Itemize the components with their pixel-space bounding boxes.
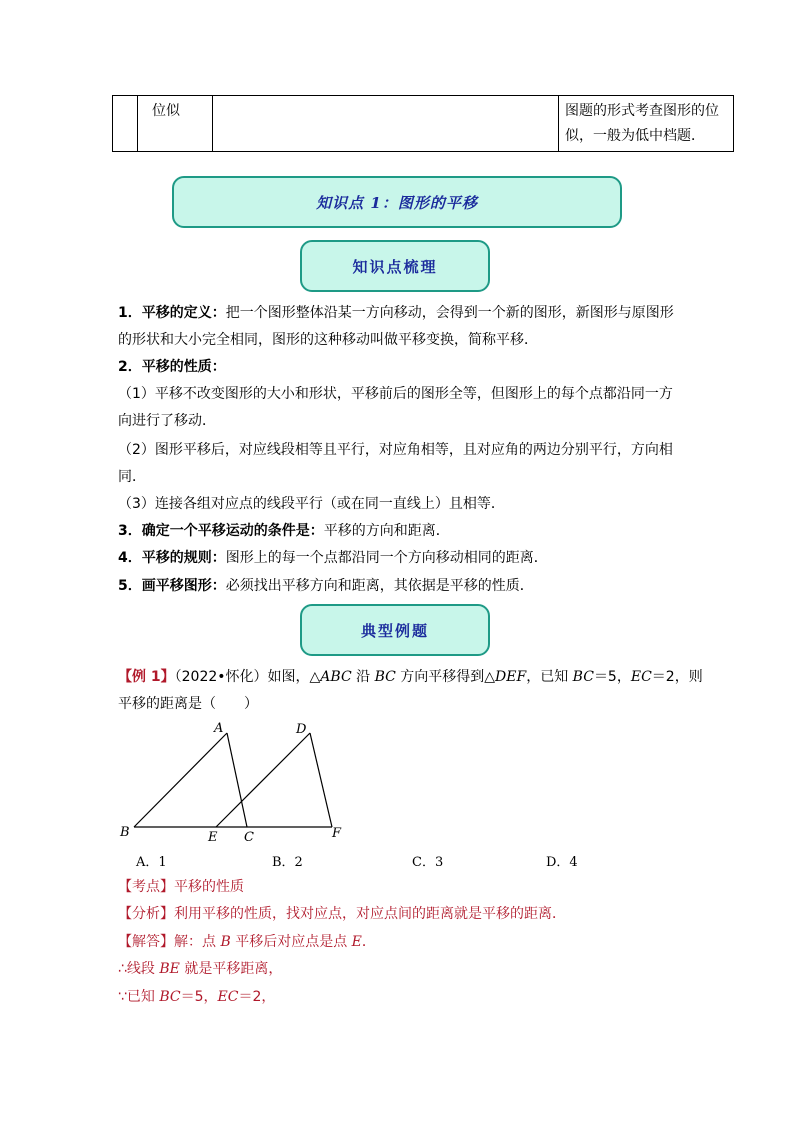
point-2-item1-text: （1）平移不改变图形的大小和形状，平移前后的图形全等，但图形上的每个点都沿同一方 <box>118 386 673 402</box>
label-d: D <box>296 722 307 737</box>
point-2-item1 <box>118 384 673 404</box>
table-cell-name: 位似 <box>138 96 213 152</box>
example-text-a: 沿 <box>351 669 375 685</box>
kaodian-text: 平移的性质 <box>174 879 244 895</box>
triangle-figure <box>112 718 352 846</box>
step2-e: ＝2， <box>238 989 276 1005</box>
example-eq2: ＝2，则 <box>651 669 703 685</box>
jieda-b: B <box>220 934 231 950</box>
point-3 <box>118 521 450 541</box>
point-2 <box>118 357 226 377</box>
point-2-item2-text: （2）图形平移后，对应线段相等且平行，对应角相等，且对应角的两边分别平行，方向相 <box>118 442 673 458</box>
jieda-c: 平移后对应点是点 <box>230 934 352 950</box>
choice-c: C．3 <box>412 855 444 870</box>
point-2-item2-text2: 同． <box>118 469 146 485</box>
fenxi-tag: 【分析】 <box>118 906 174 922</box>
section-title-examples: 典型例题 <box>360 621 429 640</box>
example-text-c: ，已知 <box>526 669 573 685</box>
step1-a: ∴线段 <box>118 961 160 977</box>
side-df <box>310 733 332 827</box>
example-question-text2: 平移的距离是（ ） <box>118 696 258 712</box>
choice-a: A．1 <box>136 855 167 870</box>
label-c: C <box>244 830 254 845</box>
step2-d: EC <box>217 989 239 1005</box>
point-4-label: 4．平移的规则： <box>118 550 226 566</box>
section-header-examples <box>300 604 490 656</box>
label-f: F <box>332 826 342 841</box>
point-2-item3-text: （3）连接各组对应点的线段平行（或在同一直线上）且相等． <box>118 496 505 512</box>
example-bc: BC <box>374 669 396 685</box>
solution-step1 <box>118 959 282 979</box>
point-1-label: 1．平移的定义： <box>118 305 226 321</box>
point-3-label: 3．确定一个平移运动的条件是： <box>118 523 324 539</box>
label-b: B <box>120 825 130 840</box>
table-desc-line2: 似，一般为低中档题． <box>565 128 705 144</box>
step1-b: BE <box>159 961 180 977</box>
step2-a: ∵已知 <box>118 989 160 1005</box>
point-4 <box>118 548 548 568</box>
example-bc-eq: BC <box>572 669 594 685</box>
point-1-text2: 的形状和大小完全相同，图形的这种移动叫做平移变换，简称平移． <box>118 332 538 348</box>
example-eq5: ＝5， <box>593 669 631 685</box>
topic-banner <box>172 176 622 228</box>
example-question-line1 <box>118 667 703 687</box>
point-5 <box>118 576 534 596</box>
solution-fenxi <box>118 904 566 924</box>
jieda-e: ． <box>361 934 376 950</box>
step2-b: BC <box>159 989 181 1005</box>
point-3-text: 平移的方向和距离． <box>323 523 450 539</box>
point-2-label: 2．平移的性质： <box>118 359 226 375</box>
table-cell-blank <box>213 96 559 152</box>
point-1-cont <box>118 330 538 350</box>
point-1-text: 把一个图形整体沿某一方向移动，会得到一个新的图形，新图形与原图形 <box>225 305 674 321</box>
example-text-b: 方向平移得到 <box>395 669 485 685</box>
example-source: （2022•怀化）如图， <box>174 669 310 685</box>
point-5-text: 必须找出平移方向和距离，其依据是平移的性质． <box>225 578 534 594</box>
label-a: A <box>214 721 224 736</box>
section-title-knowledge: 知识点梳理 <box>352 257 438 276</box>
example-tag: 【例 1】 <box>118 669 175 685</box>
solution-jieda <box>118 932 376 952</box>
table-cell-empty <box>113 96 138 152</box>
point-2-item1-text2: 向进行了移动． <box>118 413 216 429</box>
label-e: E <box>208 830 218 845</box>
point-2-item1-cont <box>118 411 216 431</box>
kaodian-tag: 【考点】 <box>118 879 174 895</box>
example-question-line2 <box>118 694 258 714</box>
table-desc-line1: 图题的形式考查图形的位 <box>565 103 719 119</box>
point-2-item2 <box>118 440 673 460</box>
point-2-item3 <box>118 494 505 514</box>
choice-d: D．4 <box>546 855 578 870</box>
jieda-tag: 【解答】 <box>118 934 174 950</box>
fenxi-text: 利用平移的性质，找对应点，对应点间的距离就是平移的距离． <box>174 906 566 922</box>
example-tri-abc: △ABC <box>309 669 352 685</box>
point-4-text: 图形上的每一个点都沿同一个方向移动相同的距离． <box>225 550 548 566</box>
point-2-item2-cont <box>118 467 146 487</box>
section-header-knowledge <box>300 240 490 292</box>
example-ec-eq: EC <box>630 669 652 685</box>
side-ba <box>134 733 227 827</box>
jieda-a: 解：点 <box>174 934 221 950</box>
example-tri-def: △DEF <box>484 669 527 685</box>
jieda-d: E <box>351 934 362 950</box>
point-5-label: 5．画平移图形： <box>118 578 226 594</box>
step1-c: 就是平移距离， <box>179 961 283 977</box>
solution-step2 <box>118 987 275 1007</box>
choice-b: B．2 <box>272 855 303 870</box>
point-1 <box>118 303 674 323</box>
solution-kaodian <box>118 877 244 897</box>
summary-table <box>112 95 734 152</box>
step2-c: ＝5， <box>180 989 218 1005</box>
topic-title: 知识点 1：图形的平移 <box>316 193 478 212</box>
table-cell-desc <box>559 96 734 152</box>
